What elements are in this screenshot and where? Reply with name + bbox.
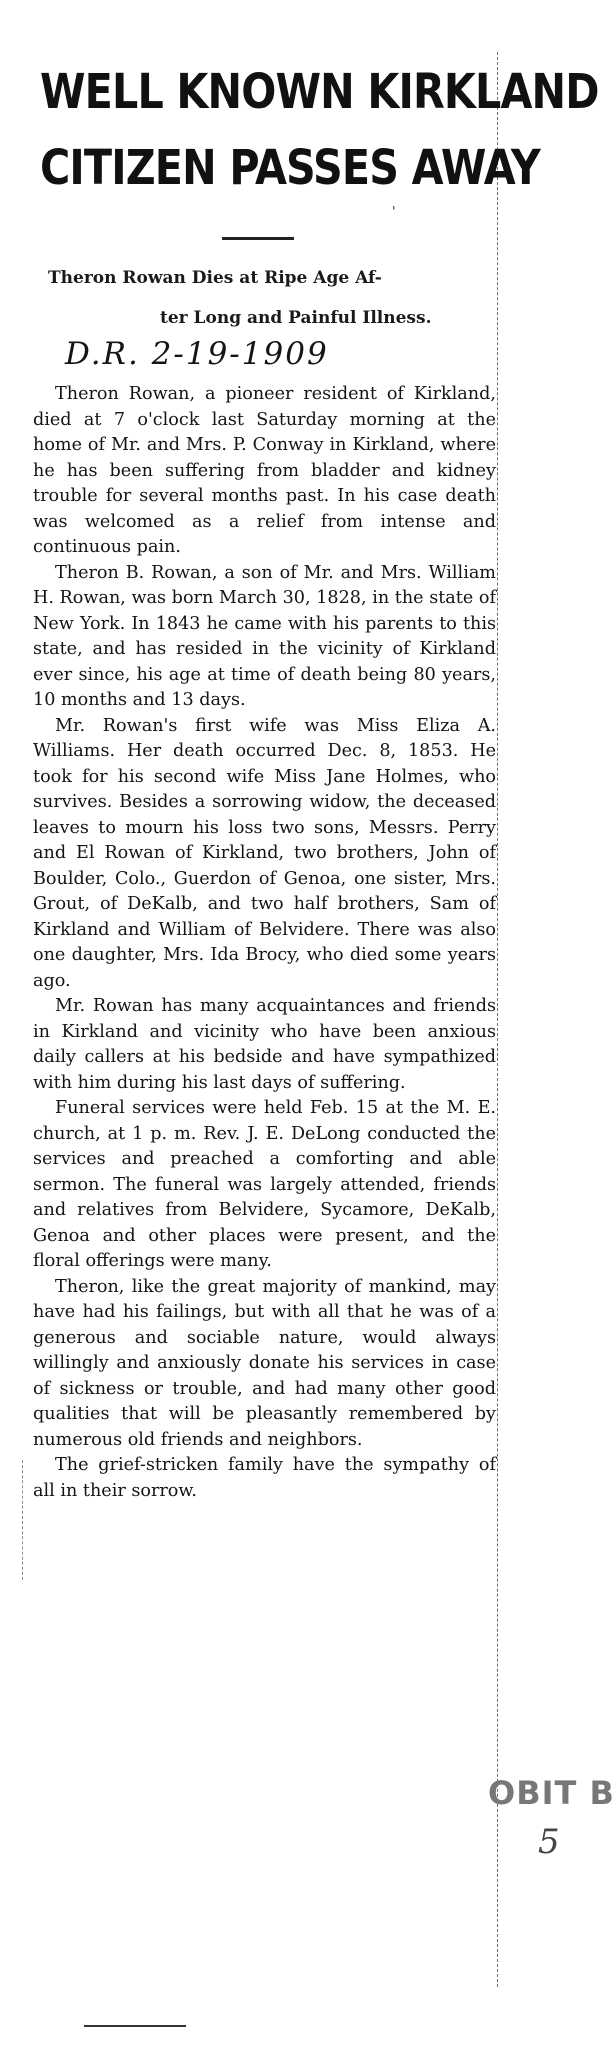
article-paragraph: Funeral services were held Feb. 15 at the M. E. church, at 1 p. m. Rev. J. E. DeLong conducted the services and preached a comforting and able sermon. The funeral was largely attended, friends and relatives from Belvidere, Sycamore, DeKalb, Genoa and other places were present, and the floral offerings were many. bbox=[33, 1098, 496, 1271]
article-paragraph: Theron Rowan, a pioneer resident of Kirkland, died at 7 o'clock last Saturday morning at the home of Mr. and Mrs. P. Conway in Kirkland, where he has been suffering from bladder and kidney trouble for several months past. In his case death was welcomed as a relief from intense and continuous pain. bbox=[33, 384, 496, 557]
subheadline-line-1: Theron Rowan Dies at Ripe Age Af- bbox=[48, 268, 382, 288]
obit-stamp-number: 5 bbox=[538, 1822, 560, 1862]
handwritten-date: D.R. 2-19-1909 bbox=[65, 336, 329, 372]
article-paragraph: Theron B. Rowan, a son of Mr. and Mrs. William H. Rowan, was born March 30, 1828, in the state of New York. In 1843 he came with his parents to this state, and has resided in the vicinity of Kirkland ever since, his age at time of death being 80 years, 10 months and 13 days. bbox=[33, 562, 496, 710]
article-paragraph: Mr. Rowan's first wife was Miss Eliza A. Williams. Her death occurred Dec. 8, 1853. He took for his second wife Miss Jane Holmes, who survives. Besides a sorrowing widow, the deceased leaves to mourn his loss two sons, Messrs. Perry and El Rowan of Kirkland, two brothers, John of Boulder, Colo., Guerdon of Genoa, one sister, Mrs. Grout, of DeKalb, and two half brothers, Sam of Kirkland and William of Belvidere. There was also one daughter, Mrs. Ida Brocy, who died some years ago. bbox=[33, 715, 496, 991]
headline-line-1: WELL KNOWN KIRKLAND bbox=[40, 64, 599, 120]
headline-line-2: CITIZEN PASSES AWAY bbox=[40, 140, 540, 196]
article-end-rule bbox=[84, 2025, 186, 2027]
article-paragraph: The grief-stricken family have the sympathy of all in their sorrow. bbox=[33, 1455, 496, 1501]
clipping-cut-edge-left bbox=[22, 1460, 23, 1580]
article-body bbox=[33, 382, 496, 1504]
headline-divider bbox=[222, 237, 294, 240]
clipping-cut-edge-right bbox=[497, 52, 498, 1987]
subheadline-line-2: ter Long and Painful Illness. bbox=[160, 308, 432, 328]
obit-stamp-label: OBIT B bbox=[488, 1774, 615, 1812]
print-speck: ' bbox=[392, 205, 396, 220]
article-paragraph: Theron, like the great majority of mankind, may have had his failings, but with all that he was of a generous and sociable nature, would always willingly and anxiously donate his services in case of sickness or trouble, and had many other good qualities that will be pleasantly remembered by numerous old friends and neighbors. bbox=[33, 1276, 496, 1450]
article-paragraph: Mr. Rowan has many acquaintances and friends in Kirkland and vicinity who have been anxious daily callers at his bedside and have sympathized with him during his last days of suffering. bbox=[33, 996, 496, 1093]
